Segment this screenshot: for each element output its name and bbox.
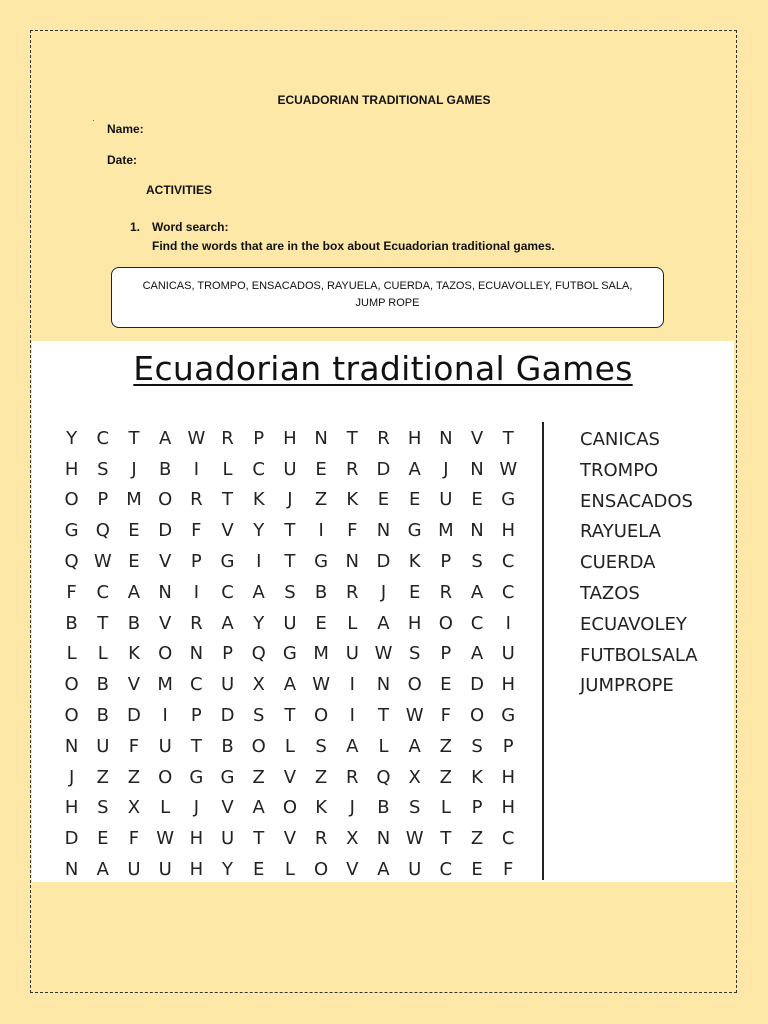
grid-cell: L bbox=[66, 643, 77, 665]
grid-cell: T bbox=[222, 489, 234, 511]
grid-cell: A bbox=[346, 735, 359, 757]
grid-cell: H bbox=[189, 859, 204, 881]
grid-cell: U bbox=[158, 859, 172, 881]
grid-cell: B bbox=[96, 705, 109, 727]
name-label: Name: bbox=[107, 122, 144, 136]
puzzle-title: Ecuadorian traditional Games bbox=[133, 349, 633, 388]
grid-cell: U bbox=[501, 643, 515, 665]
grid-cell: X bbox=[346, 828, 359, 850]
grid-cell: Z bbox=[252, 766, 265, 788]
grid-cell: G bbox=[501, 705, 516, 727]
grid-cell: Z bbox=[439, 766, 453, 788]
grid-cell: N bbox=[376, 674, 391, 696]
grid-cell: L bbox=[378, 735, 389, 757]
grid-row bbox=[56, 731, 524, 762]
grid-cell: L bbox=[222, 458, 233, 480]
grid-cell: E bbox=[408, 489, 421, 511]
grid-cell: P bbox=[471, 797, 483, 819]
grid-cell: N bbox=[64, 735, 79, 757]
grid-cell: J bbox=[193, 797, 199, 819]
grid-cell: Q bbox=[251, 643, 266, 665]
word-bank-line-2: JUMP ROPE bbox=[355, 297, 420, 309]
grid-row bbox=[56, 793, 524, 824]
grid-cell: O bbox=[407, 674, 422, 696]
grid-cell: V bbox=[283, 828, 297, 850]
grid-cell: K bbox=[408, 551, 421, 573]
grid-cell: E bbox=[253, 859, 265, 881]
grid-cell: Z bbox=[127, 766, 141, 788]
grid-cell: O bbox=[158, 766, 173, 788]
grid-cell: N bbox=[64, 859, 79, 881]
grid-cell: I bbox=[505, 612, 511, 634]
grid-cell: B bbox=[65, 612, 78, 634]
grid-cell: O bbox=[251, 735, 266, 757]
grid-cell: A bbox=[127, 581, 141, 603]
word-list bbox=[580, 425, 698, 702]
stray-dot: · bbox=[92, 116, 95, 125]
grid-cell: O bbox=[469, 705, 485, 727]
grid-row bbox=[56, 700, 524, 731]
grid-cell: F bbox=[66, 581, 77, 603]
grid-cell: W bbox=[312, 674, 330, 696]
grid-row bbox=[56, 485, 524, 516]
grid-cell: Q bbox=[95, 520, 110, 542]
grid-cell: F bbox=[191, 520, 202, 542]
grid-cell: R bbox=[377, 427, 390, 449]
grid-cell: C bbox=[439, 859, 453, 881]
grid-cell: I bbox=[349, 705, 355, 727]
grid-cell: V bbox=[221, 520, 234, 542]
grid-row bbox=[56, 762, 524, 793]
grid-cell: T bbox=[97, 612, 109, 634]
grid-cell: J bbox=[131, 458, 137, 480]
activity-number: 1. bbox=[130, 220, 141, 234]
grid-cell: V bbox=[346, 859, 359, 881]
grid-cell: U bbox=[220, 674, 235, 696]
grid-cell: S bbox=[408, 797, 421, 819]
grid-cell: C bbox=[470, 612, 484, 634]
grid-cell: G bbox=[220, 551, 235, 573]
grid-cell: N bbox=[470, 458, 484, 480]
date-label: Date: bbox=[107, 153, 138, 167]
grid-cell: C bbox=[501, 551, 515, 573]
grid-cell: H bbox=[64, 797, 79, 819]
grid-cell: H bbox=[64, 458, 79, 480]
grid-cell: A bbox=[221, 612, 234, 634]
grid-cell: A bbox=[470, 581, 484, 603]
grid-cell: G bbox=[64, 520, 79, 542]
grid-cell: C bbox=[96, 581, 110, 603]
grid-cell: E bbox=[315, 612, 327, 634]
grid-cell: L bbox=[440, 797, 451, 819]
activities-heading: ACTIVITIES bbox=[146, 183, 213, 197]
grid-cell: I bbox=[193, 581, 199, 603]
grid-cell: U bbox=[220, 828, 235, 850]
grid-cell: Z bbox=[314, 489, 328, 511]
grid-cell: W bbox=[405, 828, 424, 850]
grid-cell: T bbox=[253, 828, 265, 850]
grid-cell: U bbox=[283, 458, 297, 480]
grid-cell: A bbox=[470, 643, 484, 665]
grid-cell: Y bbox=[253, 520, 265, 542]
grid-cell: S bbox=[253, 705, 265, 727]
grid-cell: B bbox=[377, 797, 390, 819]
grid-cell: F bbox=[503, 859, 514, 881]
grid-cell: W bbox=[187, 427, 206, 449]
grid-cell: I bbox=[349, 674, 355, 696]
grid-cell: F bbox=[347, 520, 358, 542]
grid-cell: Y bbox=[253, 612, 265, 634]
grid-cell: U bbox=[345, 643, 359, 665]
grid-cell: W bbox=[405, 705, 424, 727]
grid-cell: P bbox=[190, 705, 202, 727]
grid-cell: H bbox=[407, 427, 422, 449]
grid-cell: R bbox=[221, 427, 234, 449]
grid-cell: D bbox=[64, 828, 79, 850]
activity-title: Word search: bbox=[152, 220, 229, 234]
grid-cell: I bbox=[193, 458, 199, 480]
grid-cell: X bbox=[252, 674, 265, 696]
grid-cell: D bbox=[127, 705, 141, 727]
grid-cell: U bbox=[439, 489, 453, 511]
grid-cell: N bbox=[345, 551, 360, 573]
grid-row bbox=[56, 823, 524, 854]
grid-cell: A bbox=[158, 427, 172, 449]
grid-cell: N bbox=[376, 520, 391, 542]
grid-cell: N bbox=[376, 828, 391, 850]
grid-cell: S bbox=[471, 551, 483, 573]
grid-row bbox=[56, 423, 524, 454]
grid-cell: M bbox=[313, 643, 329, 665]
grid-cell: A bbox=[252, 581, 265, 603]
grid-cell: Z bbox=[470, 828, 484, 850]
grid-cell: J bbox=[349, 797, 355, 819]
grid-cell: M bbox=[126, 489, 142, 511]
grid-cell: N bbox=[158, 581, 172, 603]
grid-cell: S bbox=[315, 735, 327, 757]
grid-cell: D bbox=[470, 674, 484, 696]
grid-cell: I bbox=[318, 520, 324, 542]
grid-cell: B bbox=[158, 458, 172, 480]
word-bank-box bbox=[111, 267, 664, 328]
grid-cell: O bbox=[64, 674, 79, 696]
grid-cell: O bbox=[314, 705, 329, 727]
word-list-item: CANICAS bbox=[580, 429, 660, 450]
grid-cell: W bbox=[374, 643, 393, 665]
grid-cell: X bbox=[127, 797, 141, 819]
grid-cell: A bbox=[408, 735, 421, 757]
word-list-item: TROMPO bbox=[580, 459, 659, 481]
grid-cell: Z bbox=[314, 766, 328, 788]
grid-cell: E bbox=[471, 859, 483, 881]
grid-cell: E bbox=[97, 828, 109, 850]
grid-cell: T bbox=[284, 520, 296, 542]
grid-cell: V bbox=[221, 797, 234, 819]
grid-cell: H bbox=[407, 612, 422, 634]
grid-cell: B bbox=[314, 581, 328, 603]
grid-cell: P bbox=[440, 643, 452, 665]
grid-cell: S bbox=[97, 797, 109, 819]
document-title: ECUADORIAN TRADITIONAL GAMES bbox=[277, 93, 491, 107]
word-search-panel bbox=[32, 341, 734, 882]
grid-cell: R bbox=[190, 489, 203, 511]
grid-cell: Q bbox=[64, 551, 79, 573]
grid-cell: Z bbox=[96, 766, 109, 788]
grid-cell: O bbox=[438, 612, 453, 634]
grid-cell: P bbox=[502, 735, 514, 757]
grid-cell: V bbox=[283, 766, 297, 788]
grid-cell: E bbox=[377, 489, 390, 511]
grid-cell: M bbox=[438, 520, 454, 542]
grid-cell: M bbox=[157, 674, 173, 696]
grid-cell: A bbox=[96, 859, 109, 881]
grid-cell: P bbox=[190, 551, 202, 573]
grid-cell: J bbox=[287, 489, 293, 511]
grid-cell: K bbox=[471, 766, 483, 788]
grid-cell: T bbox=[377, 705, 389, 727]
grid-cell: O bbox=[158, 489, 173, 511]
grid-row bbox=[56, 515, 524, 546]
grid-cell: B bbox=[96, 674, 109, 696]
grid-cell: H bbox=[501, 766, 515, 788]
word-list-item: JUMPROPE bbox=[580, 675, 674, 697]
word-list-item: FUTBOLSALA bbox=[580, 644, 698, 666]
grid-cell: F bbox=[440, 705, 452, 727]
grid-cell: L bbox=[97, 643, 108, 665]
word-list-item: ENSACADOS bbox=[580, 490, 693, 512]
grid-cell: R bbox=[439, 581, 453, 603]
grid-cell: G bbox=[220, 766, 235, 788]
grid-cell: V bbox=[470, 427, 484, 449]
grid-cell: P bbox=[97, 489, 109, 511]
grid-cell: G bbox=[189, 766, 204, 788]
grid-cell: V bbox=[127, 674, 141, 696]
grid-cell: S bbox=[471, 735, 483, 757]
grid-cell: J bbox=[68, 766, 75, 788]
grid-cell: E bbox=[315, 458, 327, 480]
grid-cell: C bbox=[221, 581, 234, 603]
grid-cell: F bbox=[128, 828, 140, 850]
grid-cell: O bbox=[314, 859, 329, 881]
grid-cell: A bbox=[283, 674, 297, 696]
grid-cell: N bbox=[314, 427, 328, 449]
grid-cell: H bbox=[501, 797, 515, 819]
grid-cell: P bbox=[222, 643, 233, 665]
grid-cell: R bbox=[346, 581, 359, 603]
grid-cell: D bbox=[158, 520, 173, 542]
grid-cell: K bbox=[346, 489, 359, 511]
grid-cell: O bbox=[158, 643, 173, 665]
grid-cell: O bbox=[64, 705, 79, 727]
grid-cell: E bbox=[408, 581, 421, 603]
grid-cell: D bbox=[220, 705, 235, 727]
grid-cell: K bbox=[128, 643, 140, 665]
grid-cell: C bbox=[501, 581, 515, 603]
grid-cell: X bbox=[408, 766, 421, 788]
grid-cell: U bbox=[158, 735, 172, 757]
grid-cell: C bbox=[501, 828, 515, 850]
grid-cell: T bbox=[440, 828, 452, 850]
word-bank-line-1: CANICAS, TROMPO, ENSACADOS, RAYUELA, CUERDA, TAZOS, ECUAVOLLEY, FUTBOL SALA, bbox=[142, 280, 633, 292]
grid-cell: L bbox=[160, 797, 171, 819]
grid-cell: E bbox=[128, 520, 140, 542]
grid-cell: E bbox=[440, 674, 452, 696]
grid-cell: T bbox=[190, 735, 202, 757]
grid-cell: H bbox=[501, 520, 515, 542]
grid-cell: G bbox=[314, 551, 329, 573]
word-list-item: TAZOS bbox=[580, 582, 640, 604]
grid-cell: C bbox=[252, 458, 265, 480]
grid-cell: U bbox=[408, 859, 422, 881]
grid-cell: W bbox=[93, 551, 112, 573]
grid-cell: W bbox=[156, 828, 175, 850]
grid-cell: A bbox=[408, 458, 421, 480]
grid-cell: H bbox=[283, 427, 297, 449]
grid-cell: K bbox=[252, 489, 265, 511]
activity-instruction: Find the words that are in the box about Ecuadorian traditional games. bbox=[152, 239, 555, 253]
grid-cell: H bbox=[189, 828, 204, 850]
grid-cell: Y bbox=[66, 427, 78, 449]
grid-cell: B bbox=[127, 612, 141, 634]
grid-cell: G bbox=[282, 643, 297, 665]
grid-cell: J bbox=[443, 458, 449, 480]
grid-cell: I bbox=[162, 705, 168, 727]
grid-cell: T bbox=[346, 427, 358, 449]
grid-row bbox=[56, 454, 524, 485]
grid-cell: I bbox=[256, 551, 262, 573]
grid-cell: F bbox=[128, 735, 140, 757]
grid-cell: L bbox=[347, 612, 358, 634]
grid-cell: S bbox=[408, 643, 421, 665]
grid-cell: V bbox=[158, 612, 172, 634]
grid-cell: C bbox=[190, 674, 203, 696]
grid-row bbox=[56, 608, 524, 639]
grid-cell: R bbox=[346, 458, 359, 480]
word-list-item: ECUAVOLEY bbox=[580, 613, 687, 635]
grid-cell: Y bbox=[222, 859, 234, 881]
word-list-item: CUERDA bbox=[580, 552, 656, 574]
grid-cell: T bbox=[128, 427, 140, 449]
grid-cell: S bbox=[284, 581, 296, 603]
grid-cell: V bbox=[158, 551, 172, 573]
grid-cell: W bbox=[499, 458, 518, 480]
grid-cell: S bbox=[97, 458, 109, 480]
grid-cell: A bbox=[377, 859, 390, 881]
grid-cell: U bbox=[283, 612, 297, 634]
grid-cell: L bbox=[284, 859, 295, 881]
grid-cell: T bbox=[284, 551, 296, 573]
grid-cell: T bbox=[284, 705, 296, 727]
grid-cell: N bbox=[439, 427, 453, 449]
grid-cell: R bbox=[314, 828, 328, 850]
grid-cell: P bbox=[253, 427, 265, 449]
grid-cell: O bbox=[282, 797, 297, 819]
grid-row bbox=[56, 639, 524, 670]
grid-cell: C bbox=[96, 427, 110, 449]
word-list-item: RAYUELA bbox=[580, 521, 661, 543]
grid-cell: Q bbox=[376, 766, 391, 788]
grid-cell: P bbox=[440, 551, 452, 573]
grid-cell: E bbox=[471, 489, 483, 511]
grid-cell: A bbox=[252, 797, 265, 819]
grid-cell: G bbox=[501, 489, 516, 511]
grid-cell: D bbox=[376, 458, 391, 480]
grid-cell: E bbox=[128, 551, 140, 573]
grid-row bbox=[56, 669, 524, 700]
grid-cell: R bbox=[190, 612, 203, 634]
grid-cell: R bbox=[346, 766, 359, 788]
grid-divider bbox=[542, 422, 544, 880]
grid-row bbox=[56, 546, 524, 577]
grid-cell: G bbox=[407, 520, 422, 542]
grid-cell: U bbox=[127, 859, 141, 881]
grid-cell: N bbox=[470, 520, 484, 542]
grid-cell: L bbox=[284, 735, 295, 757]
grid-row bbox=[56, 854, 524, 885]
grid-cell: D bbox=[376, 551, 391, 573]
grid-cell: U bbox=[96, 735, 110, 757]
letter-grid bbox=[56, 423, 524, 885]
grid-row bbox=[56, 577, 524, 608]
grid-cell: O bbox=[64, 489, 79, 511]
grid-cell: Z bbox=[439, 735, 453, 757]
grid-cell: J bbox=[380, 581, 387, 603]
grid-cell: A bbox=[377, 612, 390, 634]
grid-cell: H bbox=[501, 674, 515, 696]
grid-cell: B bbox=[221, 735, 234, 757]
grid-cell: K bbox=[315, 797, 327, 819]
grid-cell: N bbox=[189, 643, 204, 665]
grid-cell: T bbox=[502, 427, 514, 449]
